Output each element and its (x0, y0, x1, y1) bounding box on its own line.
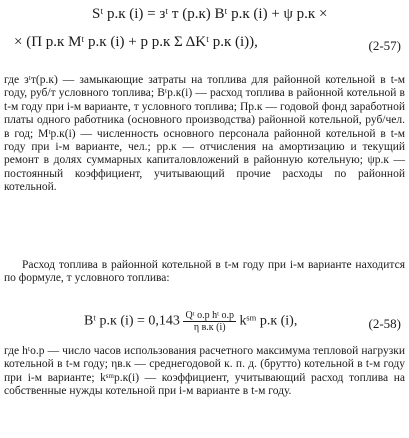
equation-2-58 (84, 310, 297, 333)
equation-2-57-number: (2-57) (368, 38, 401, 53)
equation-2-58-number: (2-58) (368, 316, 401, 331)
definitions-2-58-text: где hᵗо.р — число часов использования расчетного максимума тепловой нагрузки котельной в t-м году; ηв.к — среднегодовой к. п. д. (брутто) котельной в t-м году при i-м варианте; kˢᵐр.к(i) — коэффициент, учитывающий расход топлива на собственные нужды котельной при i-м варианте в t-м году. (4, 345, 405, 398)
equation-2-57-line2: × (П р.к Mᵗ р.к (i) + p р.к Σ ΔKᵗ р.к (i)), (14, 34, 258, 50)
equation-2-57-line1: Sᵗ р.к (i) = зᵗ т (р.к) Bᵗ р.к (i) + ψ р.к × (92, 6, 328, 22)
equation-2-58-numerator: Qᵗ о.р hᵗ о.р (185, 310, 234, 321)
fuel-consumption-paragraph (4, 259, 405, 286)
equation-2-58-lhs: Bᵗ р.к (i) = 0,143 (84, 313, 180, 329)
definitions-paragraph (4, 74, 405, 195)
equation-2-58-denominator: η в.к (i) (193, 322, 226, 333)
equation-2-58-fraction (183, 310, 236, 333)
fuel-consumption-text: Расход топлива в районной котельной в t-м году при i-м варианте находится по формуле, т условного топлива: (4, 259, 405, 285)
equation-2-58-rhs: kˢᵐ р.к (i), (239, 313, 298, 329)
definitions-2-58-paragraph (4, 345, 405, 399)
definitions-text: где зᵗт(р.к) — замыкающие затраты на топлива для районной котельной в t-м году, руб/т условного топлива; Bᵗр.к(i) — расход топлива в районной котельной в t-м году при i-м варианте, т условного топлива; Пр.к — годовой фонд заработной платы одного работника (основного производства) районной котельной, руб/чел. в год; Mᵗр.к(i) — численность основного персонала районной котельной в t-м году при i-м варианте, чел.; pр.к — отчисления на амортизацию и текущий ремонт в долях суммарных капиталовложений в районную котельную; ψр.к — постоянный коэффициент, учитывающий прочие расходы по районной котельной. (4, 74, 405, 194)
